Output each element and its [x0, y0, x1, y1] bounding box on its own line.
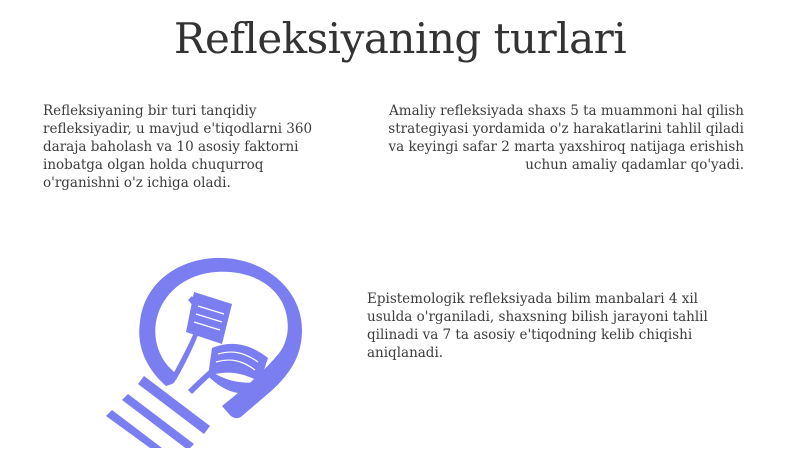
epistemological-reflection-text: Epistemologik refleksiyada bilim manbalari 4 xil usulda o'rganiladi, shaxsning bilish jarayoni tahlil qilinadi va 7 ta asosiy e'tiqodning kelib chiqishi aniqlanadi.: [367, 291, 708, 361]
lightbulb-with-book-icon: [92, 248, 322, 448]
critical-reflection-text: Refleksiyaning bir turi tanqidiy refleksiyadir, u mavjud e'tiqodlarni 360 daraja baholash va 10 asosiy faktorni inobatga olgan holda chuqurroq o'rganishni o'z ichiga oladi.: [43, 103, 313, 191]
practical-reflection-text: Amaliy refleksiyada shaxs 5 ta muammoni hal qilish strategiyasi yordamida o'z harakatlarini tahlil qiladi va keyingi safar 2 marta yaxshiroq natijaga erishish uchun amaliy qadamlar qo'yadi.: [388, 103, 744, 173]
slide-title: Refleksiyaning turlari: [173, 14, 627, 63]
